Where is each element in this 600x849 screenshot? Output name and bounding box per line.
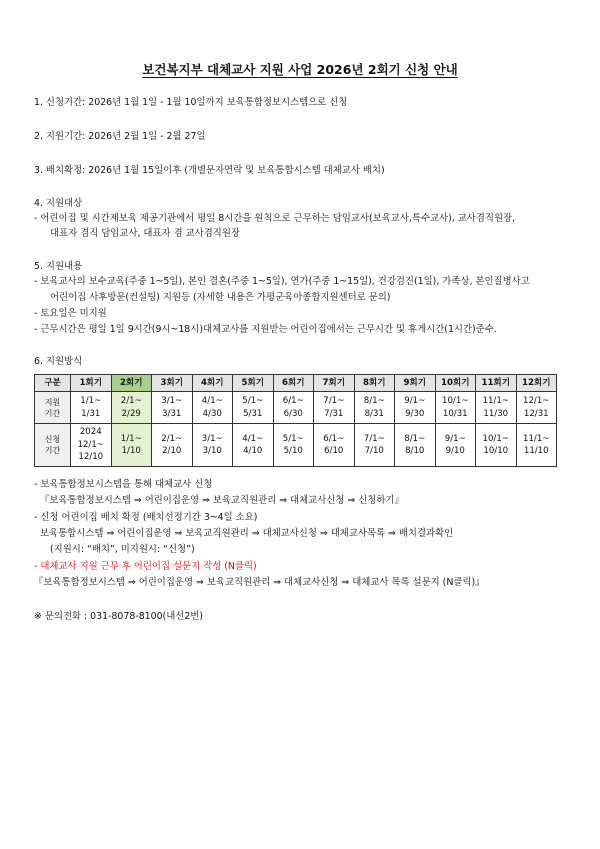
schedule-cell [233, 424, 274, 467]
schedule-cell [273, 424, 314, 467]
row-label-line: 기간 [44, 408, 61, 418]
schedule-cell [476, 424, 517, 467]
schedule-cell-line: 12/31 [523, 408, 549, 419]
apply-period-row [35, 424, 557, 467]
schedule-cell-line: 2024 [79, 427, 102, 438]
row-label-line: 지원 [44, 397, 61, 407]
schedule-cell [395, 424, 436, 467]
step-apply-path: 『보육통합정보시스템 ⇒ 어린이집운영 ⇒ 보육교직원관리 ⇒ 대체교사신청 ⇒ 신청하기』 [40, 495, 404, 506]
schedule-cell [395, 392, 436, 424]
schedule-cell [273, 392, 314, 424]
schedule-cell-line: 11/30 [483, 408, 509, 419]
schedule-cell [314, 424, 355, 467]
header-cell: 10회기 [435, 375, 476, 392]
schedule-cell-line: 10/1~ [442, 396, 469, 406]
placement-confirm: 3. 배치확정: 2026년 1월 15일이후 (개별문자연락 및 보육통합시스템 대체교사 배치) [34, 165, 385, 176]
schedule-cell-line: 2/1~ [120, 396, 142, 406]
header-cell: 12회기 [516, 375, 557, 392]
schedule-cell [71, 392, 112, 424]
target-line-2: 대표자 겸직 담임교사, 대표자 겸 교사겸직원장 [50, 228, 240, 239]
schedule-cell-line: 1/1~ [80, 396, 102, 406]
schedule-cell-line: 7/1~ [323, 396, 345, 406]
content-line-3: - 토요일은 미지원 [34, 308, 107, 319]
schedule-cell-line: 9/10 [445, 446, 465, 456]
header-cell: 3회기 [152, 375, 193, 392]
schedule-cell-line: 6/30 [283, 408, 303, 419]
header-cell: 구분 [35, 375, 71, 392]
schedule-cell-line: 8/1~ [363, 396, 385, 406]
contact-info: ※ 문의전화 : 031-8078-8100(내선2번) [34, 611, 204, 622]
schedule-cell-line: 1/1~ [120, 433, 142, 444]
apply-period: 1. 신청기간: 2026년 1월 1일 - 1월 10일까지 보육통합정보시스템으로 신청 [34, 97, 348, 108]
schedule-cell [516, 424, 557, 467]
schedule-cell [71, 424, 112, 467]
schedule-cell-line: 3/1~ [161, 396, 183, 406]
schedule-cell-line: 10/31 [442, 408, 468, 419]
schedule-cell-line: 7/10 [364, 446, 384, 456]
schedule-cell-line: 9/30 [405, 408, 425, 419]
schedule-cell-line: 10/1~ [482, 433, 509, 444]
schedule-cell-line: 11/1~ [482, 396, 509, 406]
header-cell: 11회기 [476, 375, 517, 392]
schedule-table [34, 374, 557, 467]
content-line-4: - 근무시간은 평일 1일 9시간(9시~18시)대체교사를 지원받는 어린이집에서는 근무시간 및 휴게시간(1시간)준수. [34, 324, 497, 335]
schedule-cell-line: 10/10 [483, 446, 509, 456]
header-cell-highlighted: 2회기 [111, 375, 152, 392]
schedule-cell-line: 3/10 [202, 446, 222, 456]
step-placement-path: 보육통합시스템 ⇒ 어린이집운영 ⇒ 보육교직원관리 ⇒ 대체교사신청 ⇒ 대체교사목록 ⇒ 배치결과확인 [40, 528, 454, 539]
schedule-cell [354, 424, 395, 467]
schedule-cell [233, 392, 274, 424]
schedule-cell-line: 5/1~ [242, 396, 264, 406]
schedule-cell [516, 392, 557, 424]
schedule-cell-line: 12/1~ [523, 396, 550, 406]
schedule-cell-line: 12/1~ [77, 439, 104, 450]
schedule-cell-line: 12/10 [78, 452, 104, 463]
schedule-cell-line: 4/1~ [201, 396, 223, 406]
row-label-line: 기간 [44, 446, 61, 455]
schedule-cell-line: 8/10 [405, 446, 425, 456]
schedule-cell-line: 5/1~ [282, 433, 304, 444]
schedule-cell [192, 424, 233, 467]
step-survey-warning: - 대체교사 지원 근무 후 어린이집 설문지 작성 (N클릭) [34, 561, 257, 572]
method-heading: 6. 지원방식 [34, 356, 83, 367]
target-line-1: - 어린이집 및 시간제보육 제공기관에서 평일 8시간을 원칙으로 근무하는 담임교사(보육교사,특수교사), 교사겸직원장, [34, 213, 516, 224]
schedule-cell [192, 392, 233, 424]
schedule-cell-line: 6/1~ [323, 433, 345, 444]
schedule-cell-line: 8/1~ [404, 433, 426, 444]
schedule-cell-line: 1/31 [81, 408, 101, 419]
schedule-cell [152, 424, 193, 467]
schedule-cell-line: 11/10 [523, 446, 549, 456]
row-label [35, 392, 71, 424]
step-survey-path: 『보육통합정보시스템 ⇒ 어린이집운영 ⇒ 보육교직원관리 ⇒ 대체교사신청 ⇒ 대체교사 목록 설문지 (N클릭)』 [34, 577, 485, 588]
schedule-cell-line: 9/1~ [404, 396, 426, 406]
header-cell: 5회기 [233, 375, 274, 392]
document-title: 보건복지부 대체교사 지원 사업 2026년 2회기 신청 안내 [142, 62, 458, 77]
schedule-cell-line: 2/1~ [161, 433, 183, 444]
schedule-header-row [35, 375, 557, 392]
row-label-line: 신청 [44, 435, 61, 444]
schedule-cell-line: 7/31 [324, 408, 344, 419]
support-period-row [35, 392, 557, 424]
schedule-cell-line: 1/10 [121, 446, 141, 456]
content-line-2: 어린이집 사후방문(컨설팅) 지원등 (자세한 내용은 가평군육아종합지원센터로 문의) [50, 292, 391, 303]
schedule-cell [314, 392, 355, 424]
schedule-cell-line: 5/10 [283, 446, 303, 456]
header-cell: 6회기 [273, 375, 314, 392]
schedule-cell-line: 4/1~ [242, 433, 264, 444]
schedule-cell [111, 392, 152, 424]
step-apply: - 보육통합정보시스템을 통해 대체교사 신청 [34, 479, 213, 490]
schedule-cell-line: 3/31 [162, 408, 182, 419]
header-cell: 7회기 [314, 375, 355, 392]
schedule-cell-line: 9/1~ [444, 433, 466, 444]
support-period: 2. 지원기간: 2026년 2월 1일 - 2월 27일 [34, 131, 206, 142]
header-cell: 1회기 [71, 375, 112, 392]
row-label [35, 424, 71, 467]
schedule-cell [435, 392, 476, 424]
content-heading: 5. 지원내용 [34, 261, 83, 272]
schedule-cell [354, 392, 395, 424]
step-placement-note: (지원시: “배치”, 미지원시: “신청”) [50, 544, 195, 555]
schedule-cell-line: 3/1~ [201, 433, 223, 444]
header-cell: 4회기 [192, 375, 233, 392]
header-cell: 8회기 [354, 375, 395, 392]
target-heading: 4. 지원대상 [34, 198, 83, 209]
schedule-cell [111, 424, 152, 467]
schedule-cell-line: 7/1~ [363, 433, 385, 444]
schedule-cell-line: 8/31 [364, 408, 384, 419]
schedule-cell [476, 392, 517, 424]
schedule-cell-line: 6/10 [324, 446, 344, 456]
schedule-cell-line: 4/10 [243, 446, 263, 456]
header-cell: 9회기 [395, 375, 436, 392]
schedule-cell [152, 392, 193, 424]
schedule-cell-line: 5/31 [243, 408, 263, 419]
step-placement: - 신청 어린이집 배치 확정 (배치선정기간 3~4일 소요) [34, 512, 258, 523]
schedule-cell-line: 6/1~ [282, 396, 304, 406]
schedule-cell [435, 424, 476, 467]
schedule-cell-line: 4/30 [202, 408, 222, 419]
content-line-1: - 보육교사의 보수교육(주중 1~5일), 본인 결혼(주중 1~5일), 연가(주중 1~15일), 건강검진(1일), 가족상, 본인질병사고 [34, 276, 530, 287]
schedule-cell-line: 2/29 [121, 408, 141, 419]
schedule-cell-line: 2/10 [162, 446, 182, 456]
schedule-cell-line: 11/1~ [523, 433, 550, 444]
